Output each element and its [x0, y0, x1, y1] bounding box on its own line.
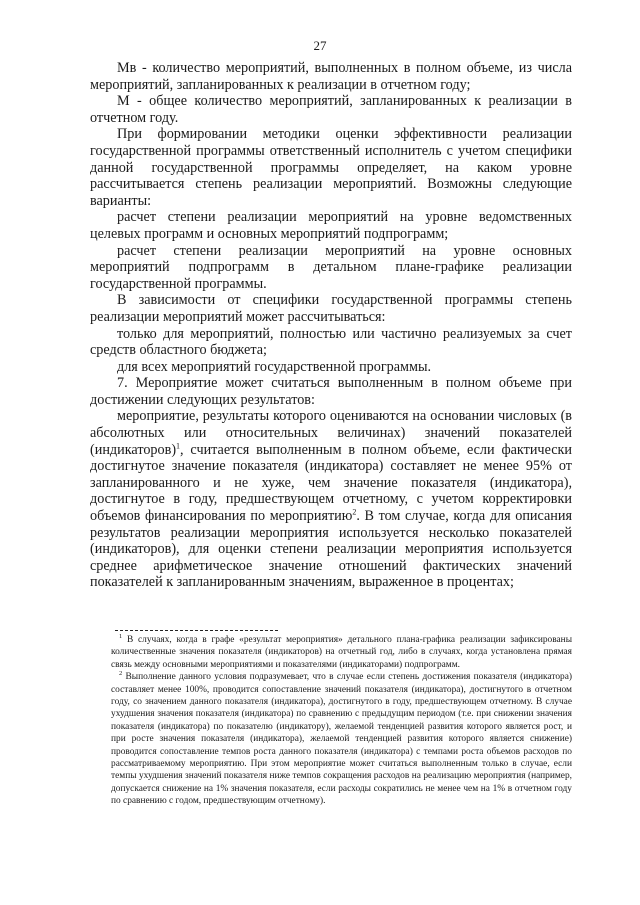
- criteria-text-part-3: . В том случае, когда для описания результатов реализации мероприятия используется несколько показателей (индикаторов), для оценки степени реализации мероприятия используется среднее арифметическое значение отношений фактических значений показателей к запланированным значениям, выраженное в процентах;: [90, 508, 573, 591]
- paragraph-calculation-scope: В зависимости от специфики государственной программы степень реализации мероприятий может рассчитываться:: [90, 292, 572, 325]
- footnote-1-text: В случаях, когда в графе «результат мероприятия» детального плана-графика реализации зафиксированы количественные значения показателя (индикаторов) на отчетный год, либо в случаях, когда установлена прямая связь между основными мероприятиями и показателями (индикаторами) подпрограмм.: [111, 635, 572, 670]
- footnote-2-mark: 2: [119, 670, 123, 678]
- footnote-divider: [115, 630, 278, 631]
- footnotes: [111, 634, 572, 808]
- paragraph-completion-criteria: [90, 408, 572, 591]
- footnote-2: [111, 671, 572, 807]
- footnote-ref-2: 2: [352, 507, 357, 517]
- paragraph-m-definition: М - общее количество мероприятий, запланированных к реализации в отчетном году.: [90, 93, 572, 126]
- footnote-1-mark: 1: [119, 632, 123, 640]
- paragraph-mv-definition: Мв - количество мероприятий, выполненных в полном объеме, из числа мероприятий, запланированных к реализации в отчетном году;: [90, 60, 572, 93]
- paragraph-methodology: При формировании методики оценки эффективности реализации государственной программы ответственный исполнитель с учетом специфики данной государственной программы определяет, на каком уровне рассчитывается степень реализации мероприятий. Возможны следующие варианты:: [90, 126, 572, 209]
- paragraph-item-7: 7. Мероприятие может считаться выполненным в полном объеме при достижении следующих результатов:: [90, 375, 572, 408]
- paragraph-scope-all: для всех мероприятий государственной программы.: [117, 358, 432, 375]
- footnote-2-text: Выполнение данного условия подразумевает, что в случае если степень достижения показателя (индикатора) составляет менее 100%, проводится сопоставление значений показателя (индикатора), достигнутого в отчетном году, со значением данного показателя (индикатора), достигнутого в году, предшествующем отчетному. В случае ухудшения значения показателя (индикатора) по сравнению с предыдущим периодом (т.е. при снижении значения показателя (индикатора) по показателю (индикатору), желаемой тенденцией развития которого является рост, и при росте значения показателя (индикатора), желаемой тенденцией развития которого является снижение) проводится сопоставление темпов роста данного показателя (индикатора) с темпами роста объемов расходов по рассматриваемому мероприятию. При этом мероприятие может считаться выполненным только в случае, если темпы ухудшения значений показателя ниже темпов сокращения расходов на реализацию мероприятия (например, допускается снижение на 1% значения показателя, если расходы сократились не менее чем на 1% в отчетном году по сравнению с годом, предшествующим отчетному).: [111, 672, 572, 807]
- footnote-ref-1: 1: [176, 440, 181, 450]
- main-text: [90, 60, 572, 591]
- paragraph-scope-regional-budget: только для мероприятий, полностью или частично реализуемых за счет средств областного бюджета;: [90, 325, 572, 359]
- paragraph-variant-1: расчет степени реализации мероприятий на уровне ведомственных целевых программ и основных мероприятий подпрограмм;: [90, 209, 572, 242]
- footnote-1: [111, 634, 572, 671]
- paragraph-variant-2: расчет степени реализации мероприятий на уровне основных мероприятий подпрограмм в детальном плане-графике реализации государственной программы.: [90, 242, 572, 292]
- page-number: 27: [313, 38, 327, 53]
- criteria-text-part-2: , считается выполненным в полном объеме, если фактически достигнутое значение показателя (индикатора) составляет не менее 95% от запланированного и не хуже, чем значение показателя (индикатора), достигнутое в году, предшествующем отчетному, с учетом корректировки объемов финансирования по мероприятию: [90, 441, 572, 525]
- criteria-text-part-1: мероприятие, результаты которого оцениваются на основании числовых (в абсолютных или относительных величинах) значений показателей (индикаторов): [90, 408, 572, 458]
